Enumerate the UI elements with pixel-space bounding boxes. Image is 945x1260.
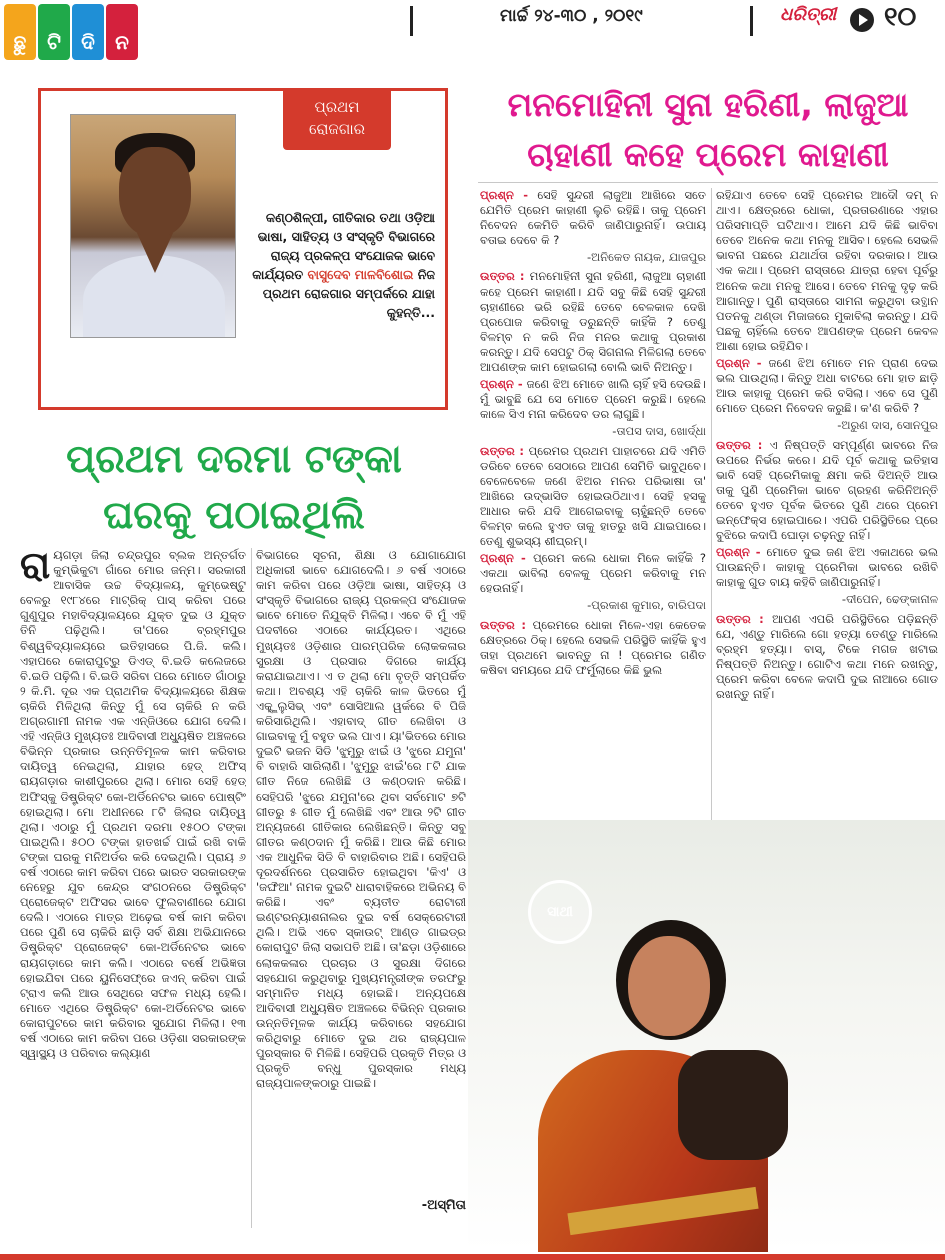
answer-label: ଉତ୍ତର : (480, 443, 529, 458)
reader-signature: -ଅନିକେତ ନାୟକ, ଯାଜପୁର (587, 250, 706, 265)
issue-date: ମାର୍ଚ୍ଚ ୨୪-୩୦ , ୨୦୧୯ (500, 6, 643, 26)
answer-continued (716, 188, 938, 354)
qa-text: ପ୍ରେମରେ ଧୋକା ମିଳେ-ଏହା କେତେକ କ୍ଷେତ୍ରରେ ଠିକ୍। ହେଲେ ସେଭଳି ପରିସ୍ଥିତି କାହିଁକି ହୁଏ ତାହା ପ୍ରଥମେ ଭାବନ୍ତୁ ନା ! ପ୍ରେମର ଗଣିତ କଷିବା ସମୟରେ ଯଦି ଫର୍ମୁଲାରେ କିଛି ଭୁଲ (480, 617, 706, 677)
question (480, 188, 706, 248)
reader-signature: -ପ୍ରକାଶ କୁମାର, ବାରିପଦା (587, 598, 706, 613)
question-label: ପ୍ରଶ୍ନ - (480, 188, 538, 202)
article-text: ବିଭାଗରେ ସୂଚନା, ଶିକ୍ଷା ଓ ଯୋଗାଯୋଗ ଅଧିକାରୀ ଭାବେ ଯୋଗଦେଲି। ୬ ବର୍ଷ ଏଠାରେ କାମ କରିବା ପରେ ଓଡ଼ିଆ ଭାଷା, ସାହିତ୍ୟ ଓ ସଂସ୍କୃତି ବିଭାଗରେ ରାଜ୍ୟ ପ୍ରକଳ୍ପ ସଂଯୋଜକ ଭାବେ ମୋତେ ନିଯୁକ୍ତି ମିଳିଲା। ଏବେ ବି ମୁଁ ଏହି ପଦବୀରେ ଏଠାରେ କାର୍ଯ୍ୟରତ। ଏଥିରେ ମୁଖ୍ୟତଃ ଓଡ଼ିଶାର ପାରମ୍ପରିକ ଲୋକକଳାର ସୁରକ୍ଷା ଓ ପ୍ରସାର ଦିଗରେ କାର୍ଯ୍ୟ କରାଯାଇଥାଏ। ଏ ତ ଥିଲା ମୋ ବୃତ୍ତି ସମ୍ପର୍କିତ କଥା। ଅବଶ୍ୟ ଏହି ଚାକିରି କାଳ ଭିତରେ ମୁଁ ଏକ୍ସ୍କ୍ଲୁସିଭ୍ ଏବଂ ସୋସିଆଲ ୱର୍କରେ ବି ପିଜି କରିସାରିଥିଲି। ଏହାବାଦ୍ ଗୀତ ଲେଖିବା ଓ ଗାଇବାକୁ ମୁଁ ବହୁତ ଭଲ ପାଏ। ୟା'ଭିତରେ ମୋର ଦୁଇଟି ଭଜନ ସିଡି 'ଝୁମୁରୁ ଝାଇଁ ଓ 'ଝୁରେ ଯମୁନା' ବି ବାହାରି ସାରିଲାଣି। 'ଝୁମୁରୁ ଝାଇଁ'ରେ ୮ଟି ଯାକ ଗୀତ ନିଜେ ଲେଖିଛି ଓ କଣ୍ଠଦାନ କରିଛି। ସେହିପରି 'ଝୁରେ ଯମୁନା'ରେ ଥିବା ସର୍ବମୋଟ ୭ଟି ଗୀତରୁ ୫ ଗୀତ ମୁଁ ଲେଖିଛି ଏବଂ ଆଉ ୨ଟି ଗୀତ ଅନ୍ୟଜଣେ ଗୀତିକାର ଲେଖିଛନ୍ତି। କିନ୍ତୁ ସବୁ ଗୀତର କଣ୍ଠଦାନ ମୁଁ କରିଛି। ଆଉ କିଛି ମୋର ଏକ ଆଧୁନିକ ସିଡି ବି ବାହାରିବାର ଅଛି। ସେହିପରି ଦୂରଦର୍ଶନରେ ପ୍ରସାରିତ ହୋଇଥିବା 'କିଏ' ଓ 'ଜଙ୍ଘିଆ' ନାମକ ଦୁଇଟି ଧାରାବାହିକରେ ଅଭିନୟ ବି କରିଛି। ଏବଂ ବ୍ୟତୀତ ରୋଟାରୀ ଇଣ୍ଟରନ୍ୟାଶନାଲର ଦୁଇ ବର୍ଷ ସେକ୍ରେଟାରୀ ଥିଲି। ଅଭି ଏବେ ସ୍କାଉଟ୍ ଆଣ୍ଡ ଗାଇଡ୍ର କୋରାପୁଟ ଜିଲା ସଭାପତି ଅଛି। ତା'ଛଡ଼ା ଓଡ଼ିଶାରେ ଲୋକକଳାର ପ୍ରଚାର ଓ ସୁରକ୍ଷା ଦିଗରେ ସହଯୋଗ କରୁଥିବାରୁ ମୁଖ୍ୟମନ୍ତ୍ରୀଙ୍କ ତରଫରୁ ସମ୍ମାନିତ ମଧ୍ୟ ହୋଇଛି। ଅନ୍ୟପକ୍ଷେ ଆଦିବାସୀ ଅଧ୍ୟୁଷିତ ଅଞ୍ଚଳରେ ବିଭିନ୍ନ ପ୍ରକାର ଉନ୍ନତିମୂଳକ କାର୍ଯ୍ୟ କରିବାରେ ସହଯୋଗ କରିଥିବାରୁ ମୋତେ ଦୁଇ ଥର ରାଜ୍ୟପାଳ ପୁରସ୍କାର ବି ମିଳିଛି। ସେହିପରି ପ୍ରକୃତି ମିତ୍ର ଓ ପ୍ରକୃତି ବନ୍ଧୁ ପୁରସ୍କାର ମଧ୍ୟ ରାଜ୍ୟପାଳଙ୍କଠାରୁ ପାଇଛି। (256, 548, 466, 1091)
page-number: ୧୦ (884, 2, 917, 32)
question (480, 377, 706, 422)
question-label: ପ୍ରଶ୍ନ - (716, 545, 767, 560)
play-icon (850, 8, 874, 32)
header-divider (750, 6, 753, 36)
qa-text: ପ୍ରେମର ପ୍ରଥମ ପାହାଚରେ ଯଦି ଏମିତି ଡରିବେ ତେବେ ସେଠାରେ ଆପଣ ସେମିତି ଭାବୁଥିବେ। ବେଳେବେଳେ ଜଣେ ଝିଅର ମନର ପରିଭାଷା ତା' ଆଖିରେ ଉଦ୍ଭାସିତ ହୋଇଉଠିଥାଏ। ସେହି ହସକୁ ଆଧାର କରି ଯଦି ଆଗେଇବାକୁ ଚାହୁଁଛନ୍ତି ତେବେ ବିଳମ୍ବ କଲେ ହୁଏତ ତାକୁ ହାତରୁ ଖସି ଯାଇପାରେ। ତେଣୁ ଶୁଭସ୍ୟ ଶୀଘ୍ରମ୍। (480, 443, 706, 549)
article-text: ୟଗଡ଼ା ଜିଲା ଚନ୍ଦ୍ରପୁର ବ୍ଲକ ଅନ୍ତର୍ଗତ କୁମ୍ଭିକୁଟା ଗାଁରେ ମୋର ଜନ୍ମ। ସରକାରୀ ଆବାସିକ ଉଚ୍ଚ ବିଦ୍ୟାଳୟ, କୁମ୍ଭେଷ୍ଟୁ ବେଳରୁ ୧୯୮୪ରେ ମାଟ୍ରିକ୍ ପାସ୍ କରିବା ପରେ ଗୁଣୁପୁର ମହାବିଦ୍ୟାଳୟରେ ଯୁକ୍ତ ଦୁଇ ଓ ଯୁକ୍ତ ତିନି ପଢ଼ିଥିଲି। ତା'ପରେ ବ୍ରହ୍ମପୁର ବିଶ୍ୱବିଦ୍ୟାଳୟରେ ଇତିହାସରେ ପି.ଜି. କଲି। ଏହାପରେ କୋରାପୁଟ୍ରୁ ଡିଏଡ୍ ବି.ଇଡି କଲେଜରେ ବି.ଇଡି ପଢ଼ିଲି। ବି.ଇଡି ସରିବା ପରେ ମୋତେ ଗାଁଠାରୁ ୨ କି.ମି. ଦୂର ଏକ ପ୍ରାଥମିକ ବିଦ୍ୟାଳୟରେ ଶିକ୍ଷକ ଚାକିରି ମିଳିଥିଲା କିନ୍ତୁ ମୁଁ ସେ ଚାକିରି ନ କରି ଅଗ୍ରଗାମୀ ନାମକ ଏକ ଏନ୍ଜିଓରେ ଯୋଗ ଦେଲି। ଏହି ଏନ୍ଜିଓ ମୁଖ୍ୟତଃ ଆଦିବାସୀ ଅଧ୍ୟୁଷିତ ଅଞ୍ଚଳରେ ବିଭିନ୍ନ ପ୍ରକାର ଉନ୍ନତିମୂଳକ କାମ କରିବାର ଦାୟିତ୍ୱ ନେଇଥିଲା, ଯାହାର ହେଡ୍ ଅଫିସ୍ ରାୟଗଡ଼ାର କାଶୀପୁରରେ ଥିଲା। ମୋର ସେହି ହେଡ୍ ଅଫିସ୍କୁ ଡିଷ୍ଟ୍ରିକ୍ଟ କୋ-ଅର୍ଡିନେଟର ଭାବେ ପୋଷ୍ଟିଂ ହୋଇଥିଲା। ମୋ ଅଧୀନରେ ୮ଟି ଜିଲାର ଦାୟିତ୍ୱ ଥିଲା। ଏଠାରୁ ମୁଁ ପ୍ରଥମ ଦରମା ୧୫୦୦ ଟଙ୍କା ପାଇଥିଲି। ୫୦୦ ଟଙ୍କା ହାତଖର୍ଚ୍ଚ ପାଇଁ ରଖି ବାକି ଟଙ୍କା ଘରକୁ ମନିଅର୍ଡର କରି ଦେଇଥିଲି। ପ୍ରାୟ ୬ ବର୍ଷ ଏଠାରେ କାମ କରିବା ପରେ ଭାରତ ସରକାରଙ୍କ ନେହେରୁ ଯୁବ କେନ୍ଦ୍ର ସଂଗଠନରେ ଡିଷ୍ଟ୍ରିକ୍ଟ ପ୍ରୋଜେକ୍ଟ ଅଫିସର ଭାବେ ଫୁଲବାଣୀରେ ଯୋଗ ଦେଲି। ଏଠାରେ ମାତ୍ର ଅଢ଼େଇ ବର୍ଷ କାମ କରିବା ପରେ ପୁଣି ସେ ଚାକିରି ଛାଡ଼ି ସର୍ବ ଶିକ୍ଷା ଅଭିଯାନରେ ଡିଷ୍ଟ୍ରିକ୍ଟ ପ୍ରୋଜେକ୍ଟ କୋ-ଅର୍ଡିନେଟର ଭାବେ ରାୟଗଡ଼ାରେ କାମ କଲି। ଏଠାରେ ବର୍ଷେ ଅଭିଜ୍ଞତା ହୋଇଯିବା ପରେ ୟୁନିସେଫ୍ରେ ଜଏନ୍ କରିବା ପାଇଁ ଟ୍ରାଏ କଲି ଆଉ ସେଥିରେ ସଫଳ ମଧ୍ୟ ହେଲି। ମୋତେ ଏଥିରେ ଡିଷ୍ଟ୍ରିକ୍ଟ କୋ-ଅର୍ଡିନେଟର ଭାବେ କୋରାପୁଟରେ କାମ କରିବାର ସୁଯୋଗ ମିଳିଲା। ୧୩ ବର୍ଷ ଏଠାରେ କାମ କରିବା ପରେ ଓଡ଼ିଶା ସରକାରଙ୍କ ସ୍ୱାସ୍ଥ୍ୟ ଓ ପରିବାର କଲ୍ୟାଣ (20, 548, 246, 1061)
qa-text: ଜଣେ ଝିଅ ମୋତେ ଖାଲି ଚାହିଁ ହସି ଦେଉଛି। ମୁଁ ଭାବୁଛି ଯେ ସେ ମୋତେ ପ୍ରେମ କରୁଛି। ହେଲେ କାଳେ ସିଏ ମନା କରିଦେବ ଡର ଲାଗୁଛି। (480, 377, 706, 422)
profile-photo (70, 114, 236, 338)
dropcap: ରା (20, 548, 51, 587)
section-tiles (4, 4, 138, 60)
headline-rule (478, 182, 938, 183)
section-tile-4: ନ (106, 4, 138, 60)
qa-text: ରହିଯାଏ ତେବେ ସେହି ପ୍ରେମର ଆଦୌ ଦମ୍ ନ ଥାଏ। କ୍ଷେତ୍ରରେ ଧୋକା, ପ୍ରତାରଣାରେ ଏହାର ପରିସମାପ୍ତି ଘଟିଥାଏ। ଆମେ ଯଦି କିଛି ଭାବିବା ତେବେ ଅନେକ କଥା ମନକୁ ଆସିବ। ହେଲେ ସେଭଳି ଭାବନା ପଛରେ ଯଥାର୍ଥତା ରହିବା ଦରକାର। ଆଉ ଏକ କଥା। ପ୍ରେମ ରାସ୍ତାରେ ଯାତ୍ରା ହେବା ପୂର୍ବରୁ ଅନେକ କଥା ମନକୁ ଆସେ। ତେବେ ମନକୁ ଦୃଢ଼ କରି ଆଗାନ୍ତୁ। ପୁଣି ରାସ୍ତାରେ ସାମନା କରୁଥିବା ଉତ୍ଥାନ ପତନକୁ ଥଣ୍ଡା ମିଜାଜରେ ମୁକାବିଲା କରନ୍ତୁ। ଯଦି ପଛକୁ ଚାହିଁଲେ ତେବେ ଆପଣଙ୍କ ପ୍ରେମ କେବଳ ଆଶା ହୋଇ ରହିଯିବ। (716, 188, 938, 353)
header-divider (410, 6, 413, 36)
left-article-column-2 (256, 548, 466, 1208)
column-tag-line-2: ରୋଜଗାର (308, 120, 366, 138)
byline: -ଅସ୍ମିତା (421, 1198, 466, 1213)
qa-text: ମନମୋହିନୀ ସୁନା ହରିଣୀ, ଲାଜୁଆ ଚାହାଣୀ କହେ ପ୍ରେମ କାହାଣୀ। ଯଦି ସବୁ କିଛି ସେହି ସୁନ୍ଦରୀ ଚାହାଣୀରେ ଭରି ରହିଛି ତେବେ ବେଳକାଳ ଦେଖି ପ୍ରପୋଜ କରିବାକୁ ଡରୁଛନ୍ତି କାହିଁକି ? ତେଣୁ ବିଳମ୍ବ ନ କରି ନିଜ ମନର କଥାକୁ ପ୍ରକାଶ କରନ୍ତୁ। ଯଦି ସେପଟୁ ଠିକ୍ ସିଗନାଲ ମିଳିଗଲା ତେବେ ଆପଣଙ୍କ କାମ ହୋଇଗଲା ବୋଲି ଭାବି ନିଅନ୍ତୁ। (480, 269, 706, 375)
qa-column-1 (480, 188, 706, 838)
qa-text: ପ୍ରେମ କଲେ ଧୋକା ମିଳେ କାହିଁକି ? ଏକଥା ଭାବିଲା ବେଳକୁ ପ୍ରେମ କରିବାକୁ ମନ ହେଉନାହିଁ। (480, 551, 706, 596)
left-headline: ପ୍ରଥମ ଦରମା ଟଙ୍କା ଘରକୁ ପଠାଇଥିଲି (66, 437, 402, 538)
intro-text-end: ନିଜ ପ୍ରଥମ ରୋଜଗାର ସମ୍ପର୍କରେ ଯାହା କୁହନ୍ତି... (262, 267, 435, 320)
publication-brand: ଧରିତ୍ରୀ (780, 4, 837, 25)
qa-text: ସେହି ସୁନ୍ଦରୀ ଲାଜୁଆ ଆଖିରେ ସତେ ଯେମିତି ପ୍ରେମ କାହାଣୀ ଲୁଚି ରହିଛି। ତାକୁ ପ୍ରେମ ନିବେଦନ କେମିତି କରିବି ଜାଣିପାରୁନାହିଁ। ଉପାୟ ବତାଇ ଦେବେ କି ? (480, 188, 706, 248)
right-headline: ମନମୋହିନୀ ସୁନା ହରିଣୀ, ଲାଜୁଆ ଚାହାଣୀ କହେ ପ୍ରେମ କାହାଣୀ (507, 85, 909, 174)
section-tile-1: ଛୁ (4, 4, 36, 60)
question-label: ପ୍ରଶ୍ନ - (480, 377, 527, 392)
section-tile-3: ଦି (72, 4, 104, 60)
left-article-column-1 (20, 548, 246, 1230)
reader-signature: -ଦୀପେନ, ଢେଙ୍କାନାଳ (841, 592, 938, 607)
column-divider (711, 188, 712, 828)
answer (716, 612, 938, 703)
person-name: ବାସୁଦେବ ମାଳବିଶୋଇ (307, 267, 414, 282)
answer (480, 444, 706, 550)
answer-label: ଉତ୍ତର : (716, 437, 770, 452)
reader-signature: -ଅରୁଣ ଦାସ, ସୋନପୁର (837, 418, 938, 433)
answer-label: ଉତ୍ତର : (480, 269, 530, 284)
question (716, 356, 938, 416)
question (480, 551, 706, 596)
footer-rule (0, 1254, 945, 1260)
column-divider (251, 548, 252, 1228)
answer (480, 269, 706, 375)
question (716, 545, 938, 590)
qa-text: ମୋତେ ଦୁଇ ଜଣ ଝିଅ ଏକାଥରେ ଭଲ ପାଉଛନ୍ତି। କାହାକୁ ପ୍ରେମିକା ଭାବରେ ରଖିବି କାହାକୁ ଗୁଡ ବାୟ କହିବି ଜାଣିପାରୁନାହିଁ। (716, 545, 938, 590)
feature-photo (468, 820, 945, 1252)
intro-text: କଣ୍ଠଶିଳ୍ପୀ, ଗୀତିକାର ତଥା ଓଡ଼ିଆ ଭାଷା, ସାହିତ୍ୟ ଓ ସଂସ୍କୃତି ବିଭାଗରେ ରାଜ୍ୟ ପ୍ରକଳ୍ପ ସଂଯୋଜକ ଭାବେ କାର୍ଯ୍ୟରତ (252, 210, 435, 282)
column-tag-line-1: ପ୍ରଥମ (314, 98, 360, 116)
column-tag (283, 88, 391, 150)
question-label: ପ୍ରଶ୍ନ - (480, 551, 534, 566)
answer (480, 618, 706, 678)
qa-text: ଆପଣ ଏପରି ପରିସ୍ଥିତିରେ ପଡ଼ିଛନ୍ତି ଯେ, ଏଣ୍ଡୁ ମାରିଲେ ଗୋ ହତ୍ୟା ତେଣ୍ଡୁ ମାରିଲେ ବ୍ରହ୍ମ ହତ୍ୟା। ବାସ୍, ଟିକେ ମଗଜ ଖଟାଇ ନିଷ୍ପତ୍ତି ନିଅନ୍ତୁ। ଗୋଟିଏ କଥା ମନେ ରଖନ୍ତୁ, ପ୍ରେମ କରିବା ବେଳେ କଦାପି ଦୁଇ ନାଆରେ ଗୋଡ ରଖନ୍ତୁ ନାହିଁ। (716, 611, 938, 701)
reader-signature: -ତାପସ ଦାସ, ଖୋର୍ଦ୍ଧା (612, 424, 706, 439)
qa-column-2 (716, 188, 938, 828)
answer-label: ଉତ୍ତର : (480, 617, 533, 632)
photo-badge: ସାଥୀ (528, 880, 592, 944)
profile-intro (245, 208, 435, 322)
masthead (0, 0, 945, 58)
qa-text: ଏ ନିଷ୍ପତ୍ତି ସମ୍ପୂର୍ଣ୍ଣ ଭାବରେ ନିଜ ଉପରେ ନିର୍ଭର କରେ। ଯଦି ପୂର୍ବ କଥାକୁ ଇତିହାସ ଭାବି ସେହି ପ୍ରେମିକାକୁ କ୍ଷମା କରି ଦିଅନ୍ତି ଆଉ ତାକୁ ପୁଣି ପ୍ରେମିକା ଭାବେ ଗ୍ରହଣ କରିନିଅନ୍ତି ତେବେ ହୁଏତ ପୂର୍ବକ ଭିତରେ ପୁଣି ଥରେ ପ୍ରେମ ଇନ୍ଫେକ୍ସ ହୋଇପାରେ। ଏପରି ପରିସ୍ଥିତିରେ ପ୍ରେ ବୁଝିରେ କଦାପି ଘୋଡ଼ା ଚଢ଼ନ୍ତୁ ନାହିଁ। (716, 437, 938, 543)
qa-text: ଜଣେ ଝିଅ ମୋତେ ମନ ପ୍ରାଣ ଦେଇ ଭଲ ପାଉଥିଲା। କିନ୍ତୁ ଅଧା ବାଟରେ ମୋ ହାତ ଛାଡ଼ି ଆଉ କାହାକୁ ପ୍ରେମ କରି ବସିଲା। ଏବେ ସେ ପୁଣି ମୋତେ ପ୍ରେମ ନିବେଦନ କରୁଛି। କ'ଣ କରିବି ? (716, 356, 938, 416)
answer (716, 438, 938, 544)
section-tile-2: ଟି (38, 4, 70, 60)
question-label: ପ୍ରଶ୍ନ - (716, 356, 769, 371)
answer-label: ଉତ୍ତର : (716, 611, 773, 626)
